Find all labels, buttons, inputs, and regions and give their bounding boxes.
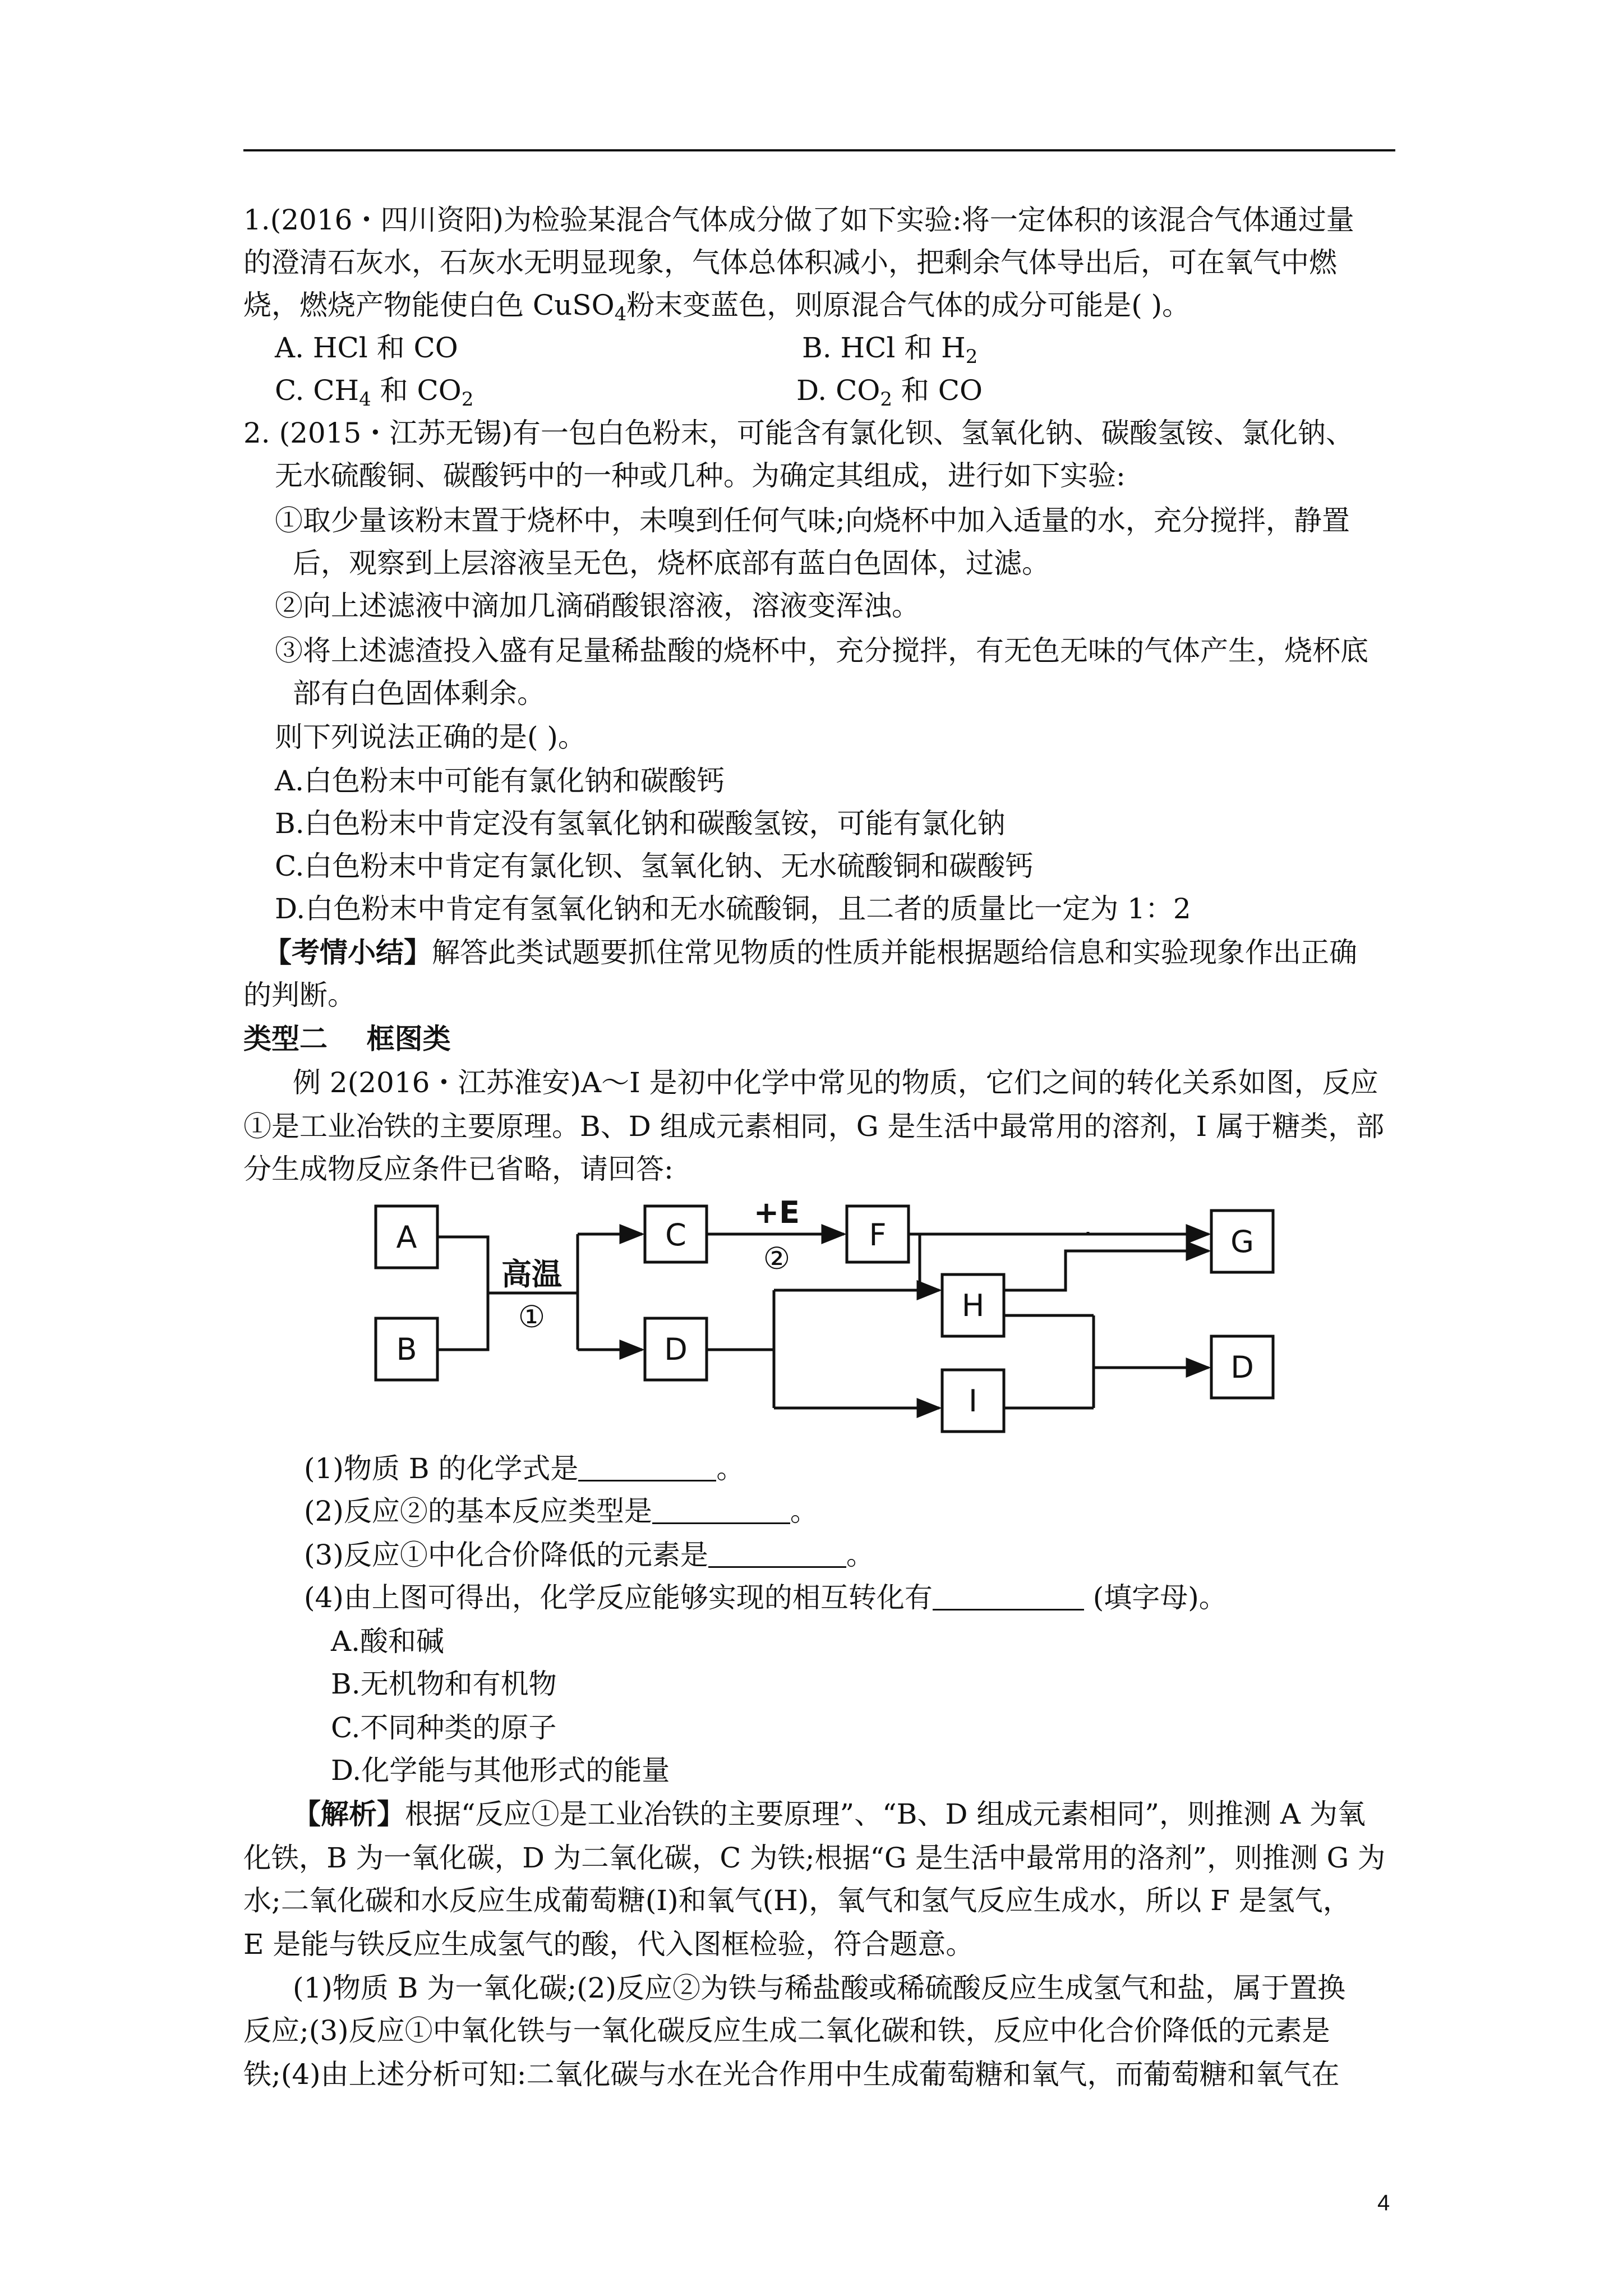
header-rule bbox=[243, 149, 1395, 151]
q2-step-1a: ①取少量该粉末置于烧杯中，未嗅到任何气味;向烧杯中加入适量的水，充分搅拌，静置 bbox=[275, 504, 1350, 537]
q2-option-d: D.白色粉末中肯定有氢氧化钠和无水硫酸铜，且二者的质量比一定为 1：2 bbox=[275, 892, 1191, 925]
answer-blank-2[interactable] bbox=[652, 1496, 790, 1524]
q1-option-a: A. HCl 和 CO bbox=[275, 332, 458, 364]
q1-line-1: 1.(2016・四川资阳)为检验某混合气体成分做了如下实验:将一定体积的该混合气体通过量 bbox=[243, 204, 1354, 236]
q2-step-2: ②向上述滤液中滴加几滴硝酸银溶液，溶液变浑浊。 bbox=[275, 590, 920, 622]
summary-line-1: 【考情小结】解答此类试题要抓住常见物质的性质并能根据题给信息和实验现象作出正确 bbox=[264, 936, 1357, 969]
label-c: C bbox=[665, 1217, 686, 1253]
answer-blank-4[interactable] bbox=[933, 1582, 1084, 1611]
condition-high-temp: 高温 bbox=[501, 1257, 562, 1292]
label-d2: D bbox=[1230, 1350, 1254, 1385]
answer-blank-3[interactable] bbox=[708, 1539, 846, 1568]
reaction-1-marker: ① bbox=[518, 1299, 546, 1335]
subq-4: (4)由上图可得出，化学反应能够实现的相互转化有 (填字母)。 bbox=[304, 1581, 1227, 1614]
condition-plus-e: +E bbox=[753, 1195, 800, 1230]
analysis-line-1: 【解析】根据“反应①是工业冶铁的主要原理”、“B、D 组成元素相同”，则推测 A 为氧 bbox=[293, 1798, 1366, 1830]
analysis-line-4: E 是能与铁反应生成氢气的酸，代入图框检验，符合题意。 bbox=[243, 1928, 974, 1961]
analysis-line-7: 铁;(4)由上述分析可知:二氧化碳与水在光合作用中生成葡萄糖和氧气，而葡萄糖和氧气在 bbox=[243, 2058, 1340, 2091]
subq-3: (3)反应①中化合价降低的元素是 。 bbox=[304, 1539, 874, 1571]
analysis-line-3: 水;二氧化碳和水反应生成葡萄糖(Ⅰ)和氧气(H)，氧气和氢气反应生成水，所以 F 是氢气， bbox=[243, 1884, 1351, 1917]
q1-option-b: B. HCl 和 $H_2$ bbox=[802, 332, 978, 368]
q1-line-3: 烧，燃烧产物能使白色 CuSO$_4$粉末变蓝色，则原混合气体的成分可能是( )。 bbox=[243, 289, 1191, 325]
example-line-2: ①是工业冶铁的主要原理。B、D 组成元素相同，G 是生活中最常用的溶剂，I 属于糖类，部 bbox=[243, 1110, 1385, 1143]
label-h: H bbox=[961, 1288, 985, 1323]
label-a: A bbox=[396, 1220, 417, 1255]
label-i: I bbox=[969, 1383, 978, 1419]
subq-4-option-a: A.酸和碱 bbox=[331, 1625, 445, 1658]
section-title: 类型二 框图类 bbox=[243, 1023, 451, 1055]
label-g: G bbox=[1230, 1224, 1254, 1259]
q2-line-1: 2. (2015・江苏无锡)有一包白色粉末，可能含有氯化钡、氢氧化钠、碳酸氢铵、氯化钠、 bbox=[243, 417, 1354, 449]
label-f: F bbox=[869, 1217, 887, 1253]
subq-1: (1)物质 B 的化学式是 。 bbox=[304, 1452, 745, 1485]
example-line-3: 分生成物反应条件已省略，请回答: bbox=[243, 1153, 674, 1185]
answer-blank-1[interactable] bbox=[578, 1453, 716, 1481]
q2-step-3b: 部有白色固体剩余。 bbox=[293, 677, 545, 710]
summary-line-2: 的判断。 bbox=[243, 979, 356, 1011]
reaction-2-marker: ② bbox=[763, 1241, 791, 1276]
q1-option-c: C. $CH_4$ 和 $CO_2$ bbox=[275, 374, 474, 411]
analysis-line-5: (1)物质 B 为一氧化碳;(2)反应②为铁与稀盐酸或稀硫酸反应生成氢气和盐，属于置换 bbox=[293, 1972, 1346, 2004]
label-d1: D bbox=[664, 1332, 688, 1367]
q2-question: 则下列说法正确的是( )。 bbox=[275, 721, 586, 753]
subq-4-option-c: C.不同种类的原子 bbox=[331, 1711, 557, 1744]
q2-option-b: B.白色粉末中肯定没有氢氧化钠和碳酸氢铵，可能有氯化钠 bbox=[275, 807, 1006, 840]
example-line-1: 例 2(2016・江苏淮安)A～I 是初中化学中常见的物质，它们之间的转化关系如图，反应 bbox=[293, 1066, 1378, 1099]
q2-option-c: C.白色粉末中肯定有氯化钡、氢氧化钠、无水硫酸铜和碳酸钙 bbox=[275, 850, 1034, 882]
q2-option-a: A.白色粉末中可能有氯化钠和碳酸钙 bbox=[275, 765, 725, 797]
q1-line-2: 的澄清石灰水，石灰水无明显现象，气体总体积减小，把剩余气体导出后，可在氧气中燃 bbox=[243, 246, 1337, 279]
subq-4-option-d: D.化学能与其他形式的能量 bbox=[331, 1754, 670, 1787]
analysis-line-6: 反应;(3)反应①中氧化铁与一氧化碳反应生成二氧化碳和铁，反应中化合价降低的元素是 bbox=[243, 2014, 1330, 2047]
q2-line-2: 无水硫酸铜、碳酸钙中的一种或几种。为确定其组成，进行如下实验: bbox=[275, 459, 1126, 492]
reaction-flow-diagram bbox=[336, 1189, 1324, 1453]
page-number: 4 bbox=[1377, 2191, 1390, 2215]
subq-2: (2)反应②的基本反应类型是 。 bbox=[304, 1495, 818, 1527]
q2-step-3a: ③将上述滤渣投入盛有足量稀盐酸的烧杯中，充分搅拌，有无色无味的气体产生，烧杯底 bbox=[275, 634, 1368, 667]
subq-4-option-b: B.无机物和有机物 bbox=[331, 1668, 557, 1700]
label-b: B bbox=[396, 1332, 417, 1367]
q1-option-d: D. $CO_2$ 和 CO bbox=[796, 374, 983, 411]
q2-step-1b: 后，观察到上层溶液呈无色，烧杯底部有蓝白色固体，过滤。 bbox=[293, 547, 1050, 579]
analysis-line-2: 化铁，B 为一氧化碳，D 为二氧化碳，C 为铁;根据“G 是生活中最常用的洛剂”，则推测 G 为 bbox=[243, 1842, 1386, 1874]
